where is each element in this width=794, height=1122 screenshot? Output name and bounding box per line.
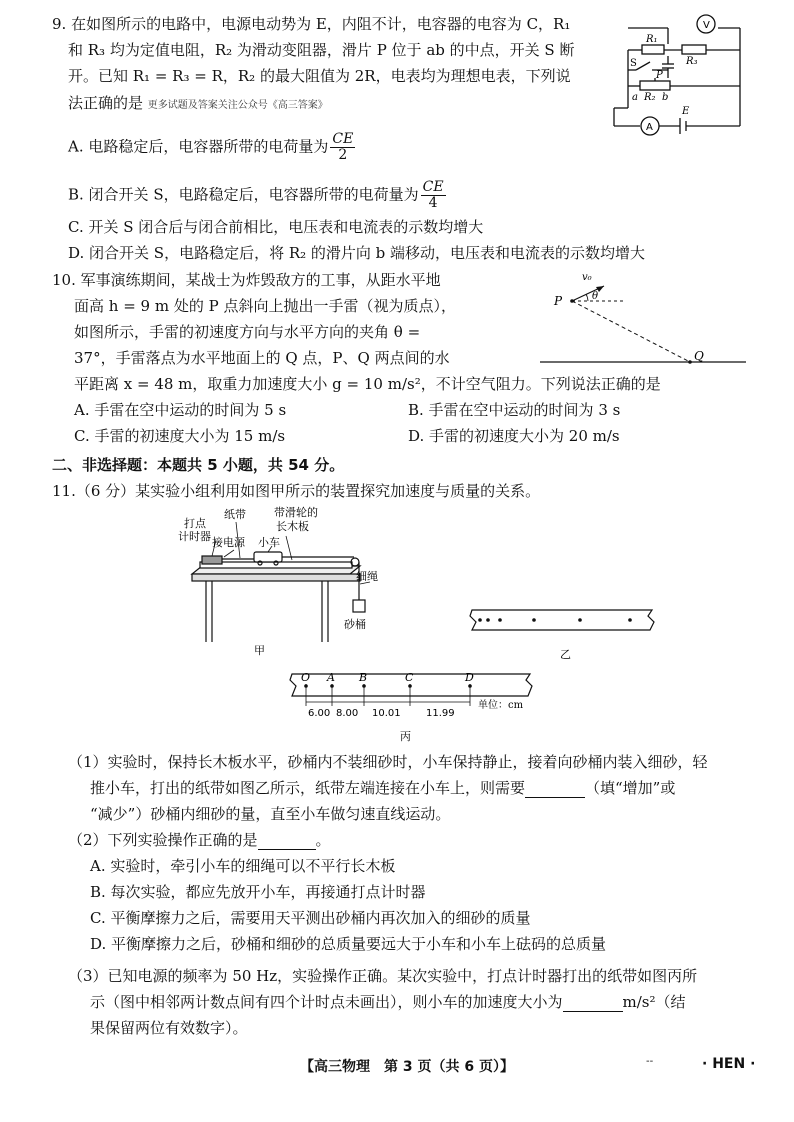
resistor-r2 xyxy=(640,81,670,90)
q11-part1-line-2a: 推小车，打出的纸带如图乙所示，纸带左端连接在小车上，则需要 xyxy=(90,779,526,797)
fraction-ce-2 xyxy=(330,132,355,163)
q9-option-a[interactable] xyxy=(68,132,355,163)
q10-option-a[interactable]: A. 手雷在空中运动的时间为 5 s xyxy=(74,401,287,419)
label-timer-1: 打点 xyxy=(184,517,206,530)
ammeter-label: A xyxy=(646,122,653,133)
q9-line-1: 9. 在如图所示的电路中，电源电动势为 E，内阻不计，电容器的电容为 C，R₁ xyxy=(52,15,571,33)
q11-part3-line-3: 果保留两位有效数字）。 xyxy=(90,1019,248,1037)
point-b-label: b xyxy=(662,92,669,103)
r2-label: R₂ xyxy=(644,92,656,103)
point-a-label: a xyxy=(632,92,638,103)
q11-option-d[interactable]: D. 平衡摩擦力之后，砂桶和细砂的总质量要远大于小车和小车上砝码的总质量 xyxy=(90,935,607,953)
caption-yi: 乙 xyxy=(560,648,571,661)
q11-stem: 11.（6 分）某实验小组利用如图甲所示的装置探究加速度与质量的关系。 xyxy=(52,482,541,500)
q11-part1-line-2b: （填“增加”或 xyxy=(585,779,676,797)
distance-oa: 6.00 xyxy=(308,708,331,719)
q10-line-4: 37°，手雷落点为水平地面上的 Q 点，P、Q 两点间的水 xyxy=(74,349,450,367)
fraction-denominator: 4 xyxy=(428,195,438,211)
point-o: O xyxy=(301,671,311,684)
label-bucket: 砂桶 xyxy=(344,618,366,631)
fraction-denominator: 2 xyxy=(338,147,348,163)
q9-option-b[interactable] xyxy=(68,180,446,211)
caption-jia: 甲 xyxy=(254,644,265,657)
q10-option-b[interactable]: B. 手雷在空中运动的时间为 3 s xyxy=(408,401,621,419)
unit-label: 单位：cm xyxy=(478,700,524,711)
q10-line-1: 10. 军事演练期间，某战士为炸毁敌方的工事，从距水平地 xyxy=(52,271,441,289)
switch-label: S xyxy=(630,58,637,69)
point-q-label: Q xyxy=(694,349,704,363)
resistor-r3 xyxy=(682,45,706,54)
label-board-1: 带滑轮的 xyxy=(274,506,318,519)
distance-bc: 10.01 xyxy=(372,708,401,719)
v0-label: v₀ xyxy=(582,272,592,283)
q9-line-3: 开。已知 R₁ = R₃ = R，R₂ 的最大阻值为 2R，电表均为理想电表，下列说 xyxy=(68,67,571,85)
q9-line-4 xyxy=(68,93,328,116)
fraction-ce-4 xyxy=(421,180,446,211)
label-tape: 纸带 xyxy=(224,508,246,521)
answer-blank-1[interactable] xyxy=(525,783,585,798)
point-b: B xyxy=(359,671,368,684)
q10-line-2: 面高 h = 9 m 处的 P 点斜向上抛出一手雷（视为质点）， xyxy=(74,297,456,315)
projectile-diagram xyxy=(540,268,750,370)
fraction-numerator: CE xyxy=(422,179,444,195)
q11-part1-line-2 xyxy=(90,778,675,798)
point-a: A xyxy=(327,671,335,684)
q11-part3-line-2b: m/s²（结 xyxy=(622,993,686,1011)
distance-ab: 8.00 xyxy=(336,708,359,719)
q10-line-3: 如图所示，手雷的初速度方向与水平方向的夹角 θ = xyxy=(74,323,421,341)
theta-label: θ xyxy=(592,291,599,302)
footer-dash: -- xyxy=(646,1056,654,1067)
q11-part1-line-1: （1）实验时，保持长木板水平，砂桶内不装细砂时，小车保持静止，接着向砂桶内装入细砂，轻 xyxy=(68,753,708,771)
q11-part3-line-2a: 示（图中相邻两计数点间有四个计时点未画出），则小车的加速度大小为 xyxy=(90,993,563,1011)
slider-p-label: P xyxy=(656,70,663,81)
point-p-label: P xyxy=(554,294,563,308)
q11-option-c[interactable]: C. 平衡摩擦力之后，需要用天平测出砂桶内再次加入的细砂的质量 xyxy=(90,909,531,927)
label-cart: 小车 xyxy=(258,536,280,549)
q11-part3-line-1: （3）已知电源的频率为 50 Hz，实验操作正确。某次实验中，打点计时器打出的纸带如图丙所 xyxy=(68,967,698,985)
q11-part2-stem-text: （2）下列实验操作正确的是 xyxy=(68,831,258,849)
q10-option-c[interactable]: C. 手雷的初速度大小为 15 m/s xyxy=(74,427,286,445)
resistor-r1 xyxy=(642,45,664,54)
label-rope: 细绳 xyxy=(356,570,378,583)
point-c: C xyxy=(405,671,414,684)
q10-line-5: 平距离 x = 48 m，取重力加速度大小 g = 10 m/s²，不计空气阻力。下列说法正确的是 xyxy=(74,375,661,393)
label-timer-2: 计时器 xyxy=(178,530,211,543)
q11-part1-line-3: “减少”）砂桶内细砂的量，直至小车做匀速直线运动。 xyxy=(90,805,451,823)
answer-blank-2[interactable] xyxy=(258,835,316,850)
q9-option-d[interactable]: D. 闭合开关 S，电路稳定后，将 R₂ 的滑片向 b 端移动，电压表和电流表的示数均增大 xyxy=(68,244,646,262)
figure-yi-tape xyxy=(466,606,662,666)
footer-code: · HEN · xyxy=(702,1056,756,1072)
r3-label: R₃ xyxy=(686,56,698,67)
q9-option-a-text: A. 电路稳定后，电容器所带的电荷量为 xyxy=(68,137,329,156)
q9-option-b-text: B. 闭合开关 S，电路稳定后，电容器所带的电荷量为 xyxy=(68,185,419,204)
q11-option-a[interactable]: A. 实验时，牵引小车的细绳可以不平行长木板 xyxy=(90,857,396,875)
page-footer: 【高三物理 第 3 页（共 6 页）】 xyxy=(300,1059,514,1075)
watermark-text: 更多试题及答案关注公众号《高三答案》 xyxy=(147,100,328,111)
r1-label: R₁ xyxy=(646,34,658,45)
voltmeter-label: V xyxy=(703,20,710,31)
figure-bing-tape xyxy=(286,666,542,746)
q11-option-b[interactable]: B. 每次实验，都应先放开小车，再接通打点计时器 xyxy=(90,883,426,901)
point-d: D xyxy=(465,671,474,684)
q11-part2-stem xyxy=(68,830,331,850)
distance-cd: 11.99 xyxy=(426,708,455,719)
answer-blank-3[interactable] xyxy=(563,997,623,1012)
q9-line-2: 和 R₃ 均为定值电阻，R₂ 为滑动变阻器，滑片 P 位于 ab 的中点，开关 S 断 xyxy=(68,41,575,59)
q10-option-d[interactable]: D. 手雷的初速度大小为 20 m/s xyxy=(408,427,620,445)
q9-option-c[interactable]: C. 开关 S 闭合后与闭合前相比，电压表和电流表的示数均增大 xyxy=(68,218,484,236)
label-board-2: 长木板 xyxy=(276,520,309,533)
caption-bing: 丙 xyxy=(400,730,411,743)
section-heading: 二、非选择题：本题共 5 小题，共 54 分。 xyxy=(52,456,345,474)
label-power: 接电源 xyxy=(212,536,245,549)
fraction-numerator: CE xyxy=(332,131,354,147)
circuit-diagram xyxy=(608,8,748,140)
q9-line-4-text: 法正确的是 xyxy=(68,94,144,112)
figure-jia-apparatus xyxy=(150,502,380,657)
emf-label: E xyxy=(682,106,690,117)
q11-part2-stem-end: 。 xyxy=(315,831,331,849)
q11-part3-line-2 xyxy=(90,992,686,1012)
